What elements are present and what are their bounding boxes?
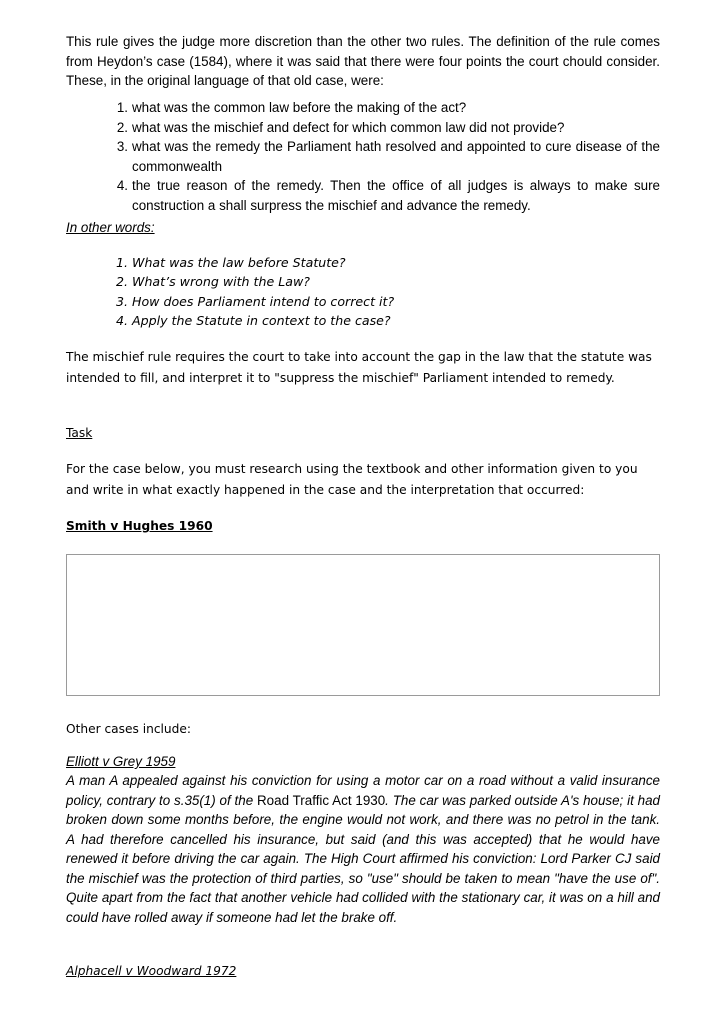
alphacell-case-title: Alphacell v Woodward 1972 — [66, 964, 237, 978]
heydon-points-list — [66, 98, 660, 215]
task-heading: Task — [66, 426, 93, 440]
list-item — [66, 311, 660, 330]
intro-paragraph: This rule gives the judge more discretion than the other two rules. The definition of the rule comes from Heydon’s case (1584), where it was said that there were four points the court chould consider. These, in the original language of that old case, were: — [66, 34, 660, 88]
mischief-rule-paragraph: The mischief rule requires the court to take into account the gap in the law that the statute was intended to fill, and interpret it to "suppress the mischief" Parliament intended to remedy. — [66, 350, 652, 385]
list-number: 4. — [115, 312, 128, 328]
list-number: 2. — [115, 274, 128, 290]
case-heading: Smith v Hughes 1960 — [66, 519, 213, 533]
list-number: 1. — [115, 255, 128, 270]
list-item — [66, 292, 660, 311]
list-item — [66, 118, 660, 138]
list-text: Apply the Statute in context to the case? — [132, 312, 391, 328]
list-number: 3. — [116, 139, 128, 154]
list-item — [66, 98, 660, 118]
list-number: 4. — [116, 178, 128, 193]
elliott-case-title: Elliott v Grey 1959 — [66, 754, 176, 769]
list-item — [66, 176, 660, 215]
elliott-body-end: . The car was parked outside A's house; it had broken down some months before, the engine would not work, and there was no petrol in the tank. A had therefore cancelled his insurance, but said (and this was accepted) that he would have renewed it before driving the car again. The High Court affirmed his conviction: Lord Parker CJ said the mischief was the protection of third parties, so "use" should be taken to mean "have the use of". Quite apart from the fact that another vehicle had collided with the stationary car, it was on a hill and could have rolled away if someone had let the brake off. — [66, 792, 661, 925]
elliott-body-start: A man A appealed against his conviction for using a motor car on a road without a valid insurance policy, contrary to s.35(1) of the — [66, 773, 660, 808]
list-text: How does Parliament intend to correct it? — [132, 293, 395, 309]
list-item — [66, 272, 660, 291]
list-item — [66, 137, 660, 176]
list-text: what was the mischief and defect for which common law did not provide? — [132, 119, 565, 135]
other-cases-heading: Other cases include: — [66, 722, 191, 736]
list-text: what was the remedy the Parliament hath resolved and appointed to cure disease of the commonwealth — [132, 139, 660, 174]
list-item — [66, 253, 660, 272]
list-number: 2. — [116, 119, 128, 135]
elliott-case-body — [66, 771, 660, 927]
list-text: the true reason of the remedy. Then the office of all judges is always to make sure construction a shall surpress the mischief and advance the remedy. — [132, 178, 660, 213]
in-other-words-heading: In other words: — [66, 220, 155, 235]
list-text: What was the law before Statute? — [132, 255, 346, 270]
list-text: What’s wrong with the Law? — [132, 274, 310, 290]
list-number: 1. — [116, 100, 128, 115]
answer-box[interactable] — [66, 554, 660, 696]
list-text: what was the common law before the making of the act? — [132, 100, 467, 115]
act-name: Road Traffic Act 1930 — [257, 792, 386, 808]
task-instruction: For the case below, you must research using the textbook and other information given to you and write in what exactly happened in the case and the interpretation that occurred: — [66, 462, 638, 497]
plain-points-list — [66, 253, 660, 330]
list-number: 3. — [115, 293, 128, 309]
